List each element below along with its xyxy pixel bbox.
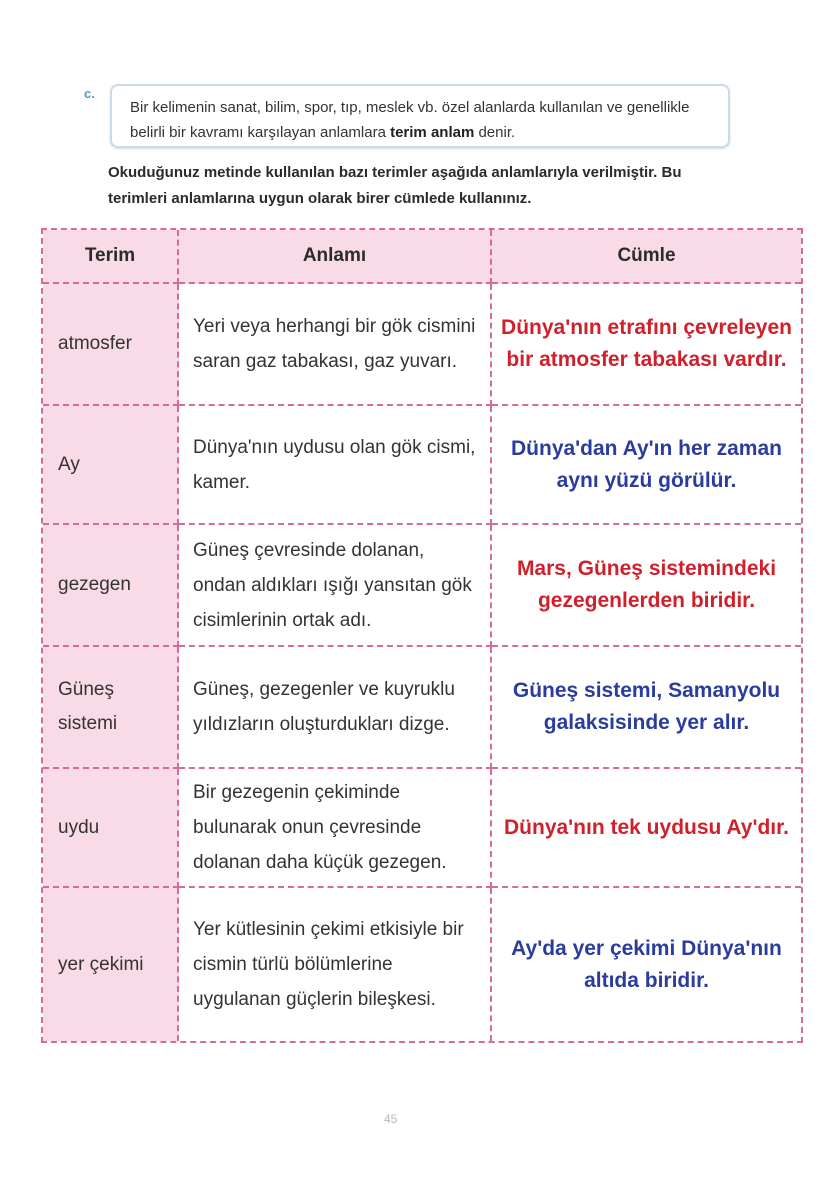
page-number: 45: [384, 1112, 398, 1126]
definition-end: denir.: [474, 124, 516, 141]
meaning-cell: Güneş, gezegenler ve kuyruklu yıldızların oluşturdukları dizge.: [179, 647, 492, 769]
header-term: Terim: [43, 230, 179, 284]
sentence-cell: Güneş sistemi, Samanyolu galaksisinde yer alır.: [492, 647, 801, 769]
instruction-text: Okuduğunuz metinde kullanılan bazı terimler aşağıda anlamlarıyla verilmiştir. Bu terimleri anlamlarına uygun olarak birer cümlede kullanınız.: [108, 164, 682, 207]
term-cell: uydu: [43, 769, 179, 888]
meaning-cell: Bir gezegenin çekiminde bulunarak onun çevresinde dolanan daha küçük gezegen.: [179, 769, 492, 888]
meaning-cell: Yer kütlesinin çekimi etkisiyle bir cismin türlü bölümlerine uygulanan güçlerin bileşkesi.: [179, 888, 492, 1041]
term-cell: Ay: [43, 406, 179, 525]
header-meaning: Anlamı: [179, 230, 492, 284]
meaning-cell: Yeri veya herhangi bir gök cismini saran gaz tabakası, gaz yuvarı.: [179, 284, 492, 406]
meaning-cell: Güneş çevresinde dolanan, ondan aldıkları ışığı yansıtan gök cisimlerinin ortak adı.: [179, 525, 492, 647]
definition-text: Bir kelimenin sanat, bilim, spor, tıp, meslek vb. özel alanlarda kullanılan ve genellikle belirli bir kavramı karşılayan anlamlara: [130, 99, 690, 141]
meaning-cell: Dünya'nın uydusu olan gök cismi, kamer.: [179, 406, 492, 525]
sentence-cell: Dünya'nın tek uydusu Ay'dır.: [492, 769, 801, 888]
sentence-cell: Dünya'dan Ay'ın her zaman aynı yüzü görülür.: [492, 406, 801, 525]
term-cell: gezegen: [43, 525, 179, 647]
definition-bold-term: terim anlam: [390, 124, 475, 141]
term-cell: yer çekimi: [43, 888, 179, 1041]
header-sentence: Cümle: [492, 230, 801, 284]
definition-box: [110, 84, 730, 148]
sentence-cell: Mars, Güneş sistemindeki gezegenlerden biridir.: [492, 525, 801, 647]
term-cell: Güneş sistemi: [43, 647, 179, 769]
sentence-cell: Ay'da yer çekimi Dünya'nın altıda biridir.: [511, 936, 782, 992]
sentence-cell: Dünya'nın etrafını çevreleyen bir atmosfer tabakası vardır.: [492, 284, 801, 406]
term-cell: atmosfer: [43, 284, 179, 406]
terms-table: [41, 228, 803, 1043]
section-letter: c.: [84, 86, 95, 101]
